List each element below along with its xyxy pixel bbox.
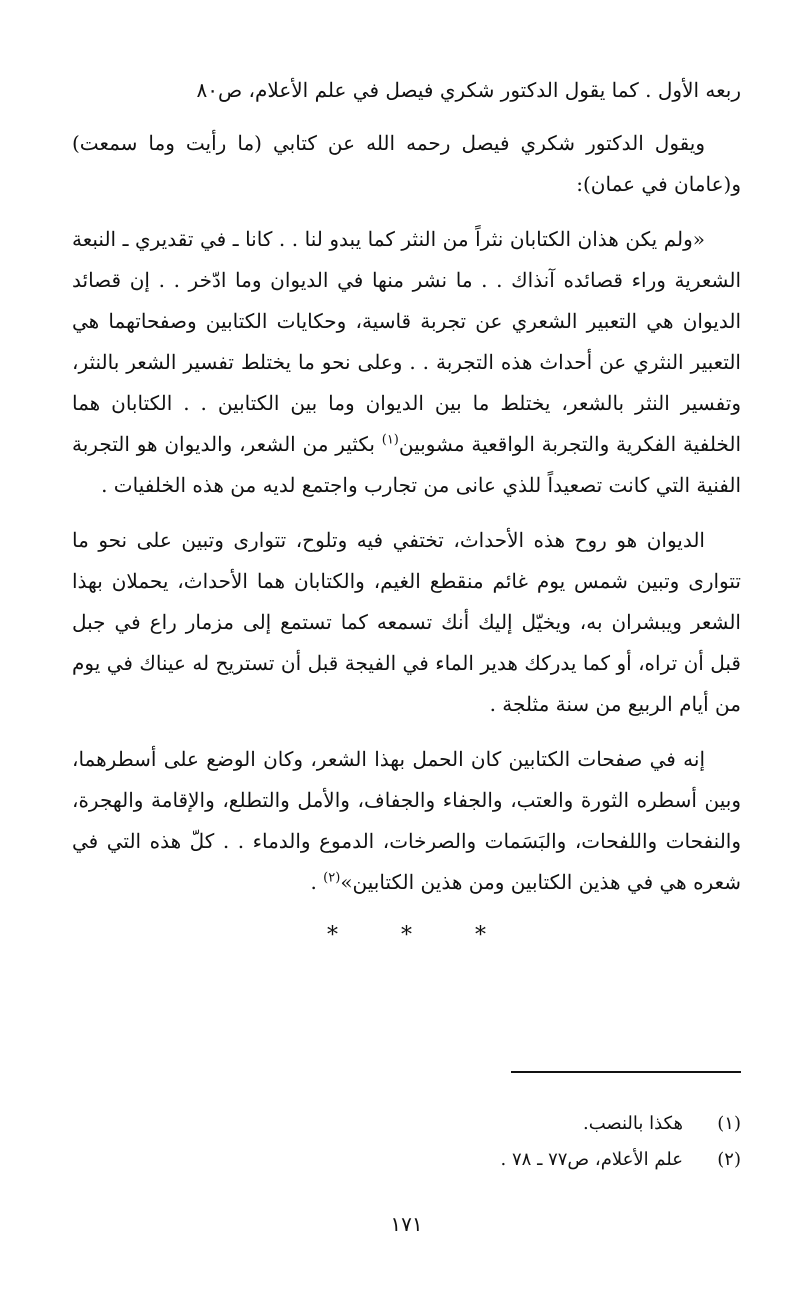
paragraph-quote-3	[72, 739, 741, 903]
footnote-item	[72, 1142, 741, 1178]
footnote-ref-1: (١)	[381, 432, 399, 448]
paragraph-quote-1	[72, 219, 741, 506]
page-number: ١٧١	[390, 1212, 423, 1236]
footnote-text: هكذا بالنصب.	[582, 1113, 683, 1134]
footnote-ref-2: (٢)	[323, 870, 341, 886]
footnote-divider	[511, 1071, 741, 1073]
paragraph-quote-2: الديوان هو روح هذه الأحداث، تختفي فيه وتلوح، تتوارى وتبين على نحو ما تتوارى وتبين شمس يوم غائم منقطع الغيم، والكتابان هما الأحداث، يحملان بهذا الشعر ويبشران به، ويخيّل إليك أنك تسمعه كما تستمع إلى مزمار راع في جبل قبل أن تراه، أو كما يدركك هدير الماء في الفيجة قبل أن تستريح له عيناك في يوم من أيام الربيع من سنة مثلجة .	[72, 528, 741, 716]
footnote-item	[72, 1106, 741, 1142]
section-separator: * * *	[327, 923, 514, 948]
quote-text-part: «ولم يكن هذان الكتابان نثراً من النثر كما يبدو لنا . . كانا ـ في تقديري ـ النبعة الشعرية وراء قصائده آنذاك . . ما نشر منها في الديوان وما ادّخر . . إن قصائد الديوان هي التعبير الشعري عن تجربة قاسية، وحكايات الكتابين وصفحاتهما هي التعبير النثري عن أحداث هذه التجربة . . وعلى نحو ما يختلط تفسير الشعر بالنثر، وتفسير النثر بالشعر، يختلط ما بين الديوان وما بين الكتابين . . الكتابان هما الخلفية الفكرية والتجربة الواقعية مشوبين	[72, 227, 741, 456]
footnote-number: (٢)	[717, 1149, 741, 1170]
book-page	[72, 70, 741, 1294]
quote-text-part: بكثير من الشعر، والديوان هو التجربة الفنية التي كانت تصعيداً للذي عانى من تجارب واجتمع لديه من هذه الخلفيات .	[72, 432, 741, 497]
footnotes	[72, 1106, 741, 1178]
quote-text-part: إنه في صفحات الكتابين كان الحمل بهذا الشعر، وكان الوضع على أسطرهما، وبين أسطره الثورة والعتب، والجفاء والجفاف، والأمل والتطلع، والإقامة والهجرة، والنفحات واللفحات، والبَسَمات والصرخات، الدموع والدماء . . كلّ هذه التي في شعره هي في هذين الكتابين ومن هذين الكتابين»	[72, 747, 741, 894]
quote-text-part: .	[310, 870, 324, 894]
footnote-text: علم الأعلام، ص٧٧ ـ ٧٨ .	[500, 1149, 683, 1170]
paragraph-continuation: ربعه الأول . كما يقول الدكتور شكري فيصل في علم الأعلام، ص٨٠	[196, 78, 741, 102]
paragraph-intro-quote: ويقول الدكتور شكري فيصل رحمه الله عن كتابي (ما رأيت وما سمعت) و(عامان في عمان):	[72, 131, 741, 196]
footnote-number: (١)	[717, 1113, 741, 1134]
